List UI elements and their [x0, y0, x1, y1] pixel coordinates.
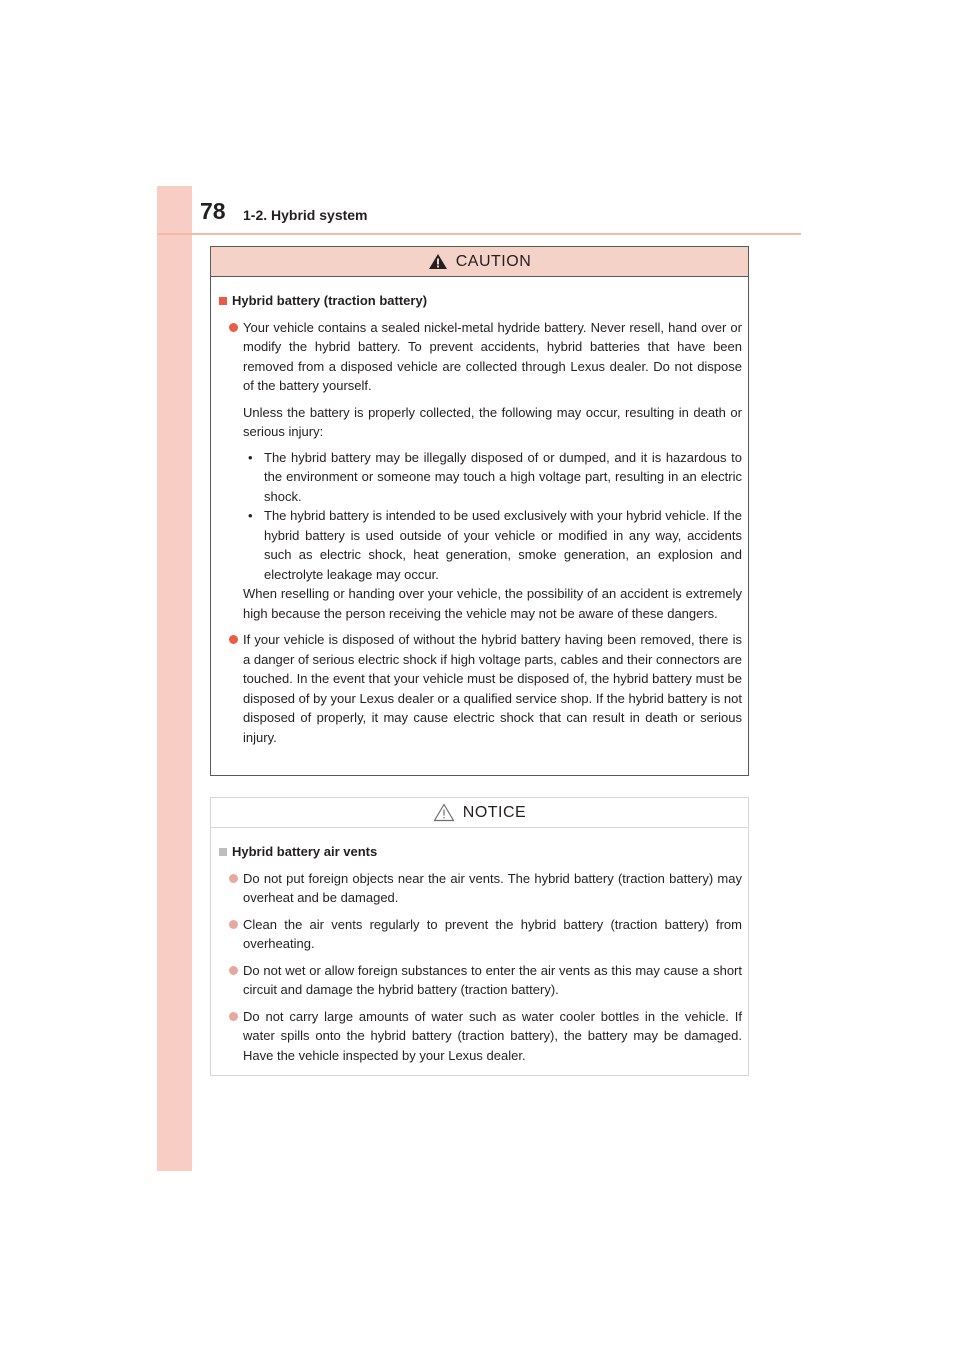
- caution-bullet: [219, 318, 742, 396]
- notice-bullet: [219, 1007, 742, 1066]
- caution-sub-item: [219, 448, 742, 507]
- square-bullet-icon: [219, 297, 227, 305]
- caution-header: [211, 247, 748, 277]
- caution-sub-item: [219, 506, 742, 584]
- sub-item-text: The hybrid battery may be illegally disposed of or dumped, and it is hazardous to the environment or someone may touch a high voltage part, resulting in an electric shock.: [264, 449, 742, 504]
- notice-bullet-text: Clean the air vents regularly to prevent the hybrid battery (traction battery) from overheating.: [243, 916, 742, 951]
- notice-bullet: [219, 915, 742, 954]
- header-rule: [157, 233, 801, 235]
- warning-triangle-icon: [428, 253, 448, 270]
- caution-paragraph: Unless the battery is properly collected, the following may occur, resulting in death or serious injury:: [243, 404, 742, 439]
- page-number: 78: [200, 198, 226, 224]
- side-color-band: [157, 186, 192, 1171]
- circle-bullet-icon: [229, 1012, 238, 1021]
- circle-bullet-icon: [229, 874, 238, 883]
- section-title: 1-2. Hybrid system: [243, 207, 368, 223]
- caution-title: CAUTION: [455, 252, 532, 270]
- sub-item-marker: •: [248, 449, 253, 465]
- notice-subheading-text: Hybrid battery air vents: [232, 844, 378, 859]
- notice-bullet: [219, 961, 742, 1000]
- caution-bullet-text: Your vehicle contains a sealed nickel-metal hydride battery. Never resell, hand over or modify the hybrid battery. To prevent accidents, hybrid batteries that have been removed from a disposed vehicle are collected through Lexus dealer. Do not dispose of the battery yourself.: [243, 319, 742, 393]
- notice-bullet-text: Do not carry large amounts of water such as water cooler bottles in the vehicle. If water spills onto the hybrid battery (traction battery), the battery may be damaged. Have the vehicle inspected by your Lexus dealer.: [243, 1008, 742, 1063]
- circle-bullet-icon: [229, 920, 238, 929]
- notice-bullet-text: Do not wet or allow foreign substances to enter the air vents as this may cause a short circuit and damage the hybrid battery (traction battery).: [243, 962, 742, 997]
- caution-bullet-text: If your vehicle is disposed of without the hybrid battery having been removed, there is a danger of serious electric shock if high voltage parts, cables and their connectors are touched. In the event that your vehicle must be disposed of, the hybrid battery must be disposed of by your Lexus dealer or a qualified service shop. If the hybrid battery is not disposed of properly, it may cause electric shock that can result in death or serious injury.: [243, 632, 742, 745]
- square-bullet-icon: [219, 848, 227, 856]
- notice-box: [210, 797, 749, 1076]
- caution-subheading: [219, 291, 742, 311]
- caution-paragraph: When reselling or handing over your vehicle, the possibility of an accident is extremely high because the person receiving the vehicle may not be aware of these dangers.: [243, 586, 742, 621]
- notice-bullet-text: Do not put foreign objects near the air vents. The hybrid battery (traction battery) may overheat and be damaged.: [243, 870, 742, 905]
- caution-body: [211, 277, 748, 747]
- sub-item-text: The hybrid battery is intended to be used exclusively with your hybrid vehicle. If the hybrid battery is used outside of your vehicle or modified in any way, accidents such as electric shock, heat generation, smoke generation, an explosion and electrolyte leakage may occur.: [264, 508, 742, 582]
- sub-item-marker: •: [248, 508, 253, 523]
- circle-bullet-icon: [229, 323, 238, 332]
- warning-triangle-outline-icon: [433, 803, 455, 822]
- caution-subheading-text: Hybrid battery (traction battery): [232, 293, 428, 308]
- notice-subheading: [219, 842, 742, 862]
- notice-title: NOTICE: [462, 803, 527, 821]
- circle-bullet-icon: [229, 966, 238, 975]
- notice-header: [211, 798, 748, 828]
- caution-box: [210, 246, 749, 776]
- caution-bullet: [219, 630, 742, 747]
- circle-bullet-icon: [229, 635, 238, 644]
- notice-bullet: [219, 869, 742, 908]
- notice-body: [211, 828, 748, 1065]
